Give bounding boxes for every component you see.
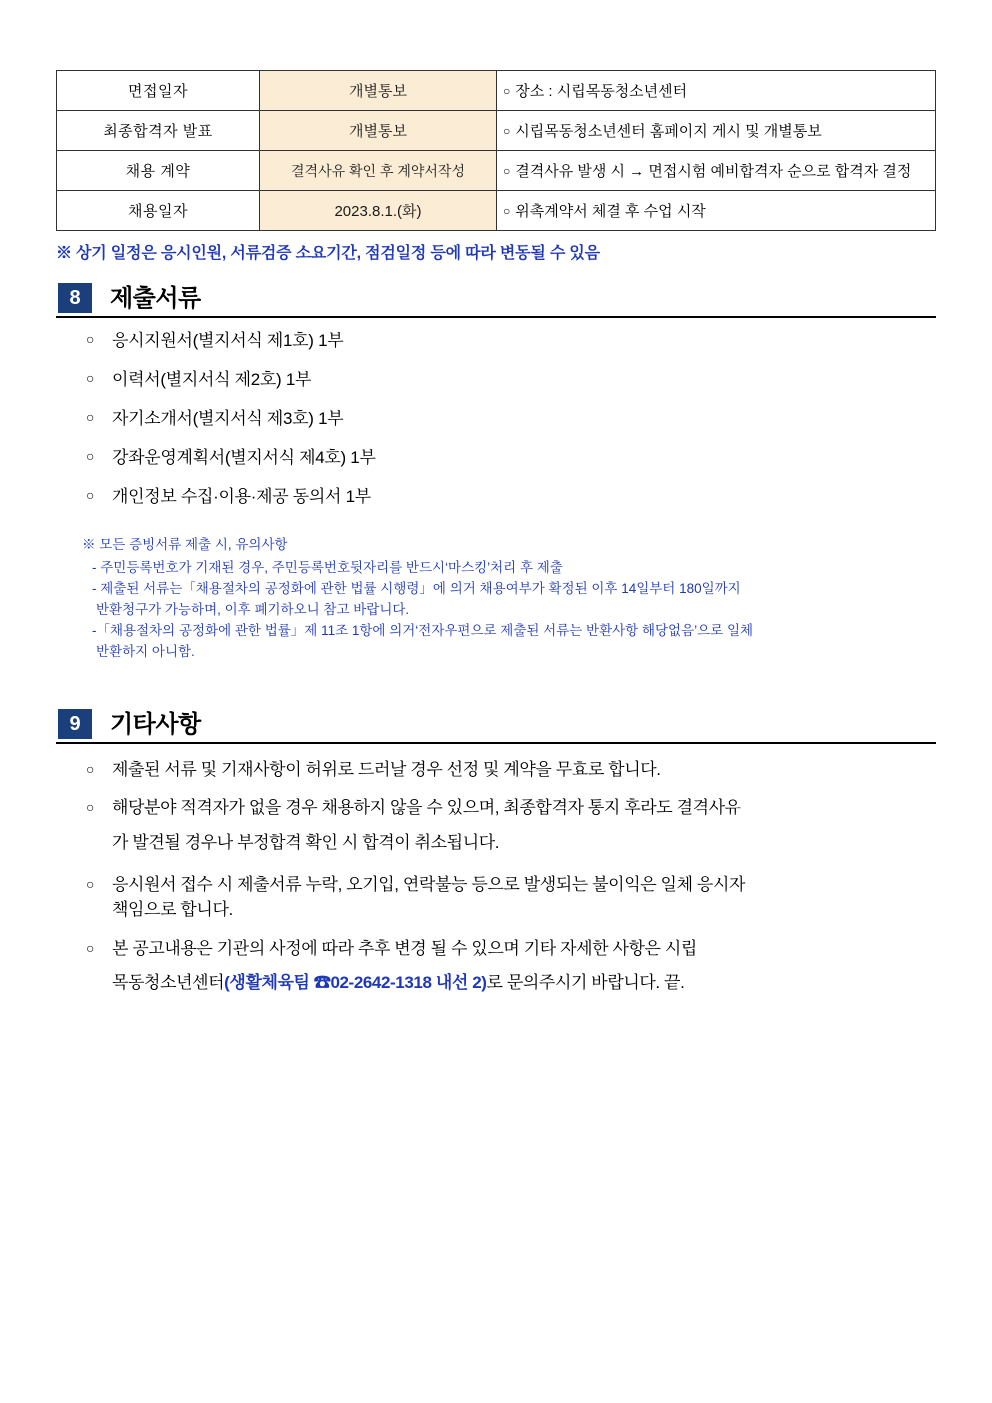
schedule-desc xyxy=(497,71,936,111)
misc-text: 본 공고내용은 기관의 사정에 따라 추후 변경 될 수 있으며 기타 자세한 사항은 시립 xyxy=(112,938,697,958)
schedule-desc xyxy=(497,191,936,231)
table-row xyxy=(57,111,936,151)
misc-text-2: 가 발견될 경우나 부정합격 확인 시 합격이 취소됩니다. xyxy=(112,832,500,852)
schedule-desc-text: 시립목동청소년센터 홈페이지 게시 및 개별통보 xyxy=(515,123,822,140)
section-number-badge: 8 xyxy=(58,283,92,313)
schedule-footnote: ※ 상기 일정은 응시인원, 서류검증 소요기간, 점검일정 등에 따라 변동될 수 있음 xyxy=(56,245,600,262)
schedule-value: 결격사유 확인 후 계약서작성 xyxy=(260,151,497,191)
misc-text: 제출된 서류 및 기재사항이 허위로 드러날 경우 선정 및 계약을 무효로 합니다. xyxy=(112,759,661,779)
list-item xyxy=(84,937,936,996)
section-documents xyxy=(56,283,936,663)
schedule-label: 최종합격자 발표 xyxy=(57,111,260,151)
list-item: ○ 응시지원서(별지서식 제1호) 1부 xyxy=(84,332,936,349)
schedule-desc-text: 결격사유 발생 시 → 면접시험 예비합격자 순으로 합격자 결정 xyxy=(515,163,912,180)
circle-bullet-icon: ○ xyxy=(503,204,511,218)
schedule-label: 채용일자 xyxy=(57,191,260,231)
misc-text-2 xyxy=(112,971,936,996)
caution-line: 반환청구가 가능하며, 이후 폐기하오니 참고 바랍니다. xyxy=(96,601,410,617)
misc-text: 해당분야 적격자가 없을 경우 채용하지 않을 수 있으며, 최종합격자 통지 후라도 결격사유 xyxy=(112,798,741,818)
list-item: ○ 강좌운영계획서(별지서식 제4호) 1부 xyxy=(84,449,936,466)
misc-text-2: 책임으로 합니다. xyxy=(112,900,233,920)
section-heading xyxy=(56,709,936,744)
circle-bullet-icon: ○ xyxy=(503,124,511,138)
section-number-badge: 9 xyxy=(58,709,92,739)
section-misc xyxy=(56,709,936,996)
table-row xyxy=(57,71,936,111)
documents-list xyxy=(56,332,936,505)
schedule-desc-text: 장소 : 시립목동청소년센터 xyxy=(515,83,688,100)
schedule-value: 개별통보 xyxy=(260,111,497,151)
misc-text-post: 로 문의주시기 바랍니다. 끝. xyxy=(486,973,685,993)
list-item xyxy=(84,873,936,922)
list-item xyxy=(84,758,936,783)
caution-title: ※ 모든 증빙서류 제출 시, 유의사항 xyxy=(82,537,288,552)
caution-line: - 제출된 서류는「채용절차의 공정화에 관한 법률 시행령」에 의거 채용여부가 확정된 이후 14일부터 180일까지 xyxy=(92,580,741,596)
schedule-label: 채용 계약 xyxy=(57,151,260,191)
table-row xyxy=(57,151,936,191)
list-item: ○ 이력서(별지서식 제2호) 1부 xyxy=(84,371,936,388)
schedule-desc-text: 위촉계약서 체결 후 수업 시작 xyxy=(515,203,706,220)
section-title: 기타사항 xyxy=(110,710,201,738)
schedule-value: 2023.8.1.(화) xyxy=(260,191,497,231)
contact-info: (생활체육팀 ☎02-2642-1318 내선 2) xyxy=(224,973,487,993)
misc-list xyxy=(56,758,936,996)
list-item: ○ 개인정보 수집·이용·제공 동의서 1부 xyxy=(84,488,936,505)
section-heading xyxy=(56,283,936,318)
caution-line: - 주민등록번호가 기재된 경우, 주민등록번호뒷자리를 반드시‘마스킹’처리 후 제출 xyxy=(92,559,563,575)
circle-bullet-icon: ○ xyxy=(503,164,511,178)
schedule-desc xyxy=(497,151,936,191)
circle-bullet-icon: ○ xyxy=(503,84,511,98)
schedule-desc xyxy=(497,111,936,151)
caution-line: -「채용절차의 공정화에 관한 법률」제 11조 1항에 의거‘전자우편으로 제출된 서류는 반환사항 해당없음’으로 일체 xyxy=(92,622,754,638)
list-item xyxy=(84,796,936,855)
misc-text: 응시원서 접수 시 제출서류 누락, 오기입, 연락불능 등으로 발생되는 불이익은 일체 응시자 xyxy=(112,875,745,895)
caution-block xyxy=(82,535,936,663)
table-row xyxy=(57,191,936,231)
schedule-label: 면접일자 xyxy=(57,71,260,111)
caution-line: 반환하지 아니함. xyxy=(96,643,195,659)
schedule-table xyxy=(56,70,936,231)
list-item: ○ 자기소개서(별지서식 제3호) 1부 xyxy=(84,410,936,427)
misc-text-pre: 목동청소년센터 xyxy=(112,973,225,993)
section-title: 제출서류 xyxy=(110,285,201,312)
schedule-value: 개별통보 xyxy=(260,71,497,111)
